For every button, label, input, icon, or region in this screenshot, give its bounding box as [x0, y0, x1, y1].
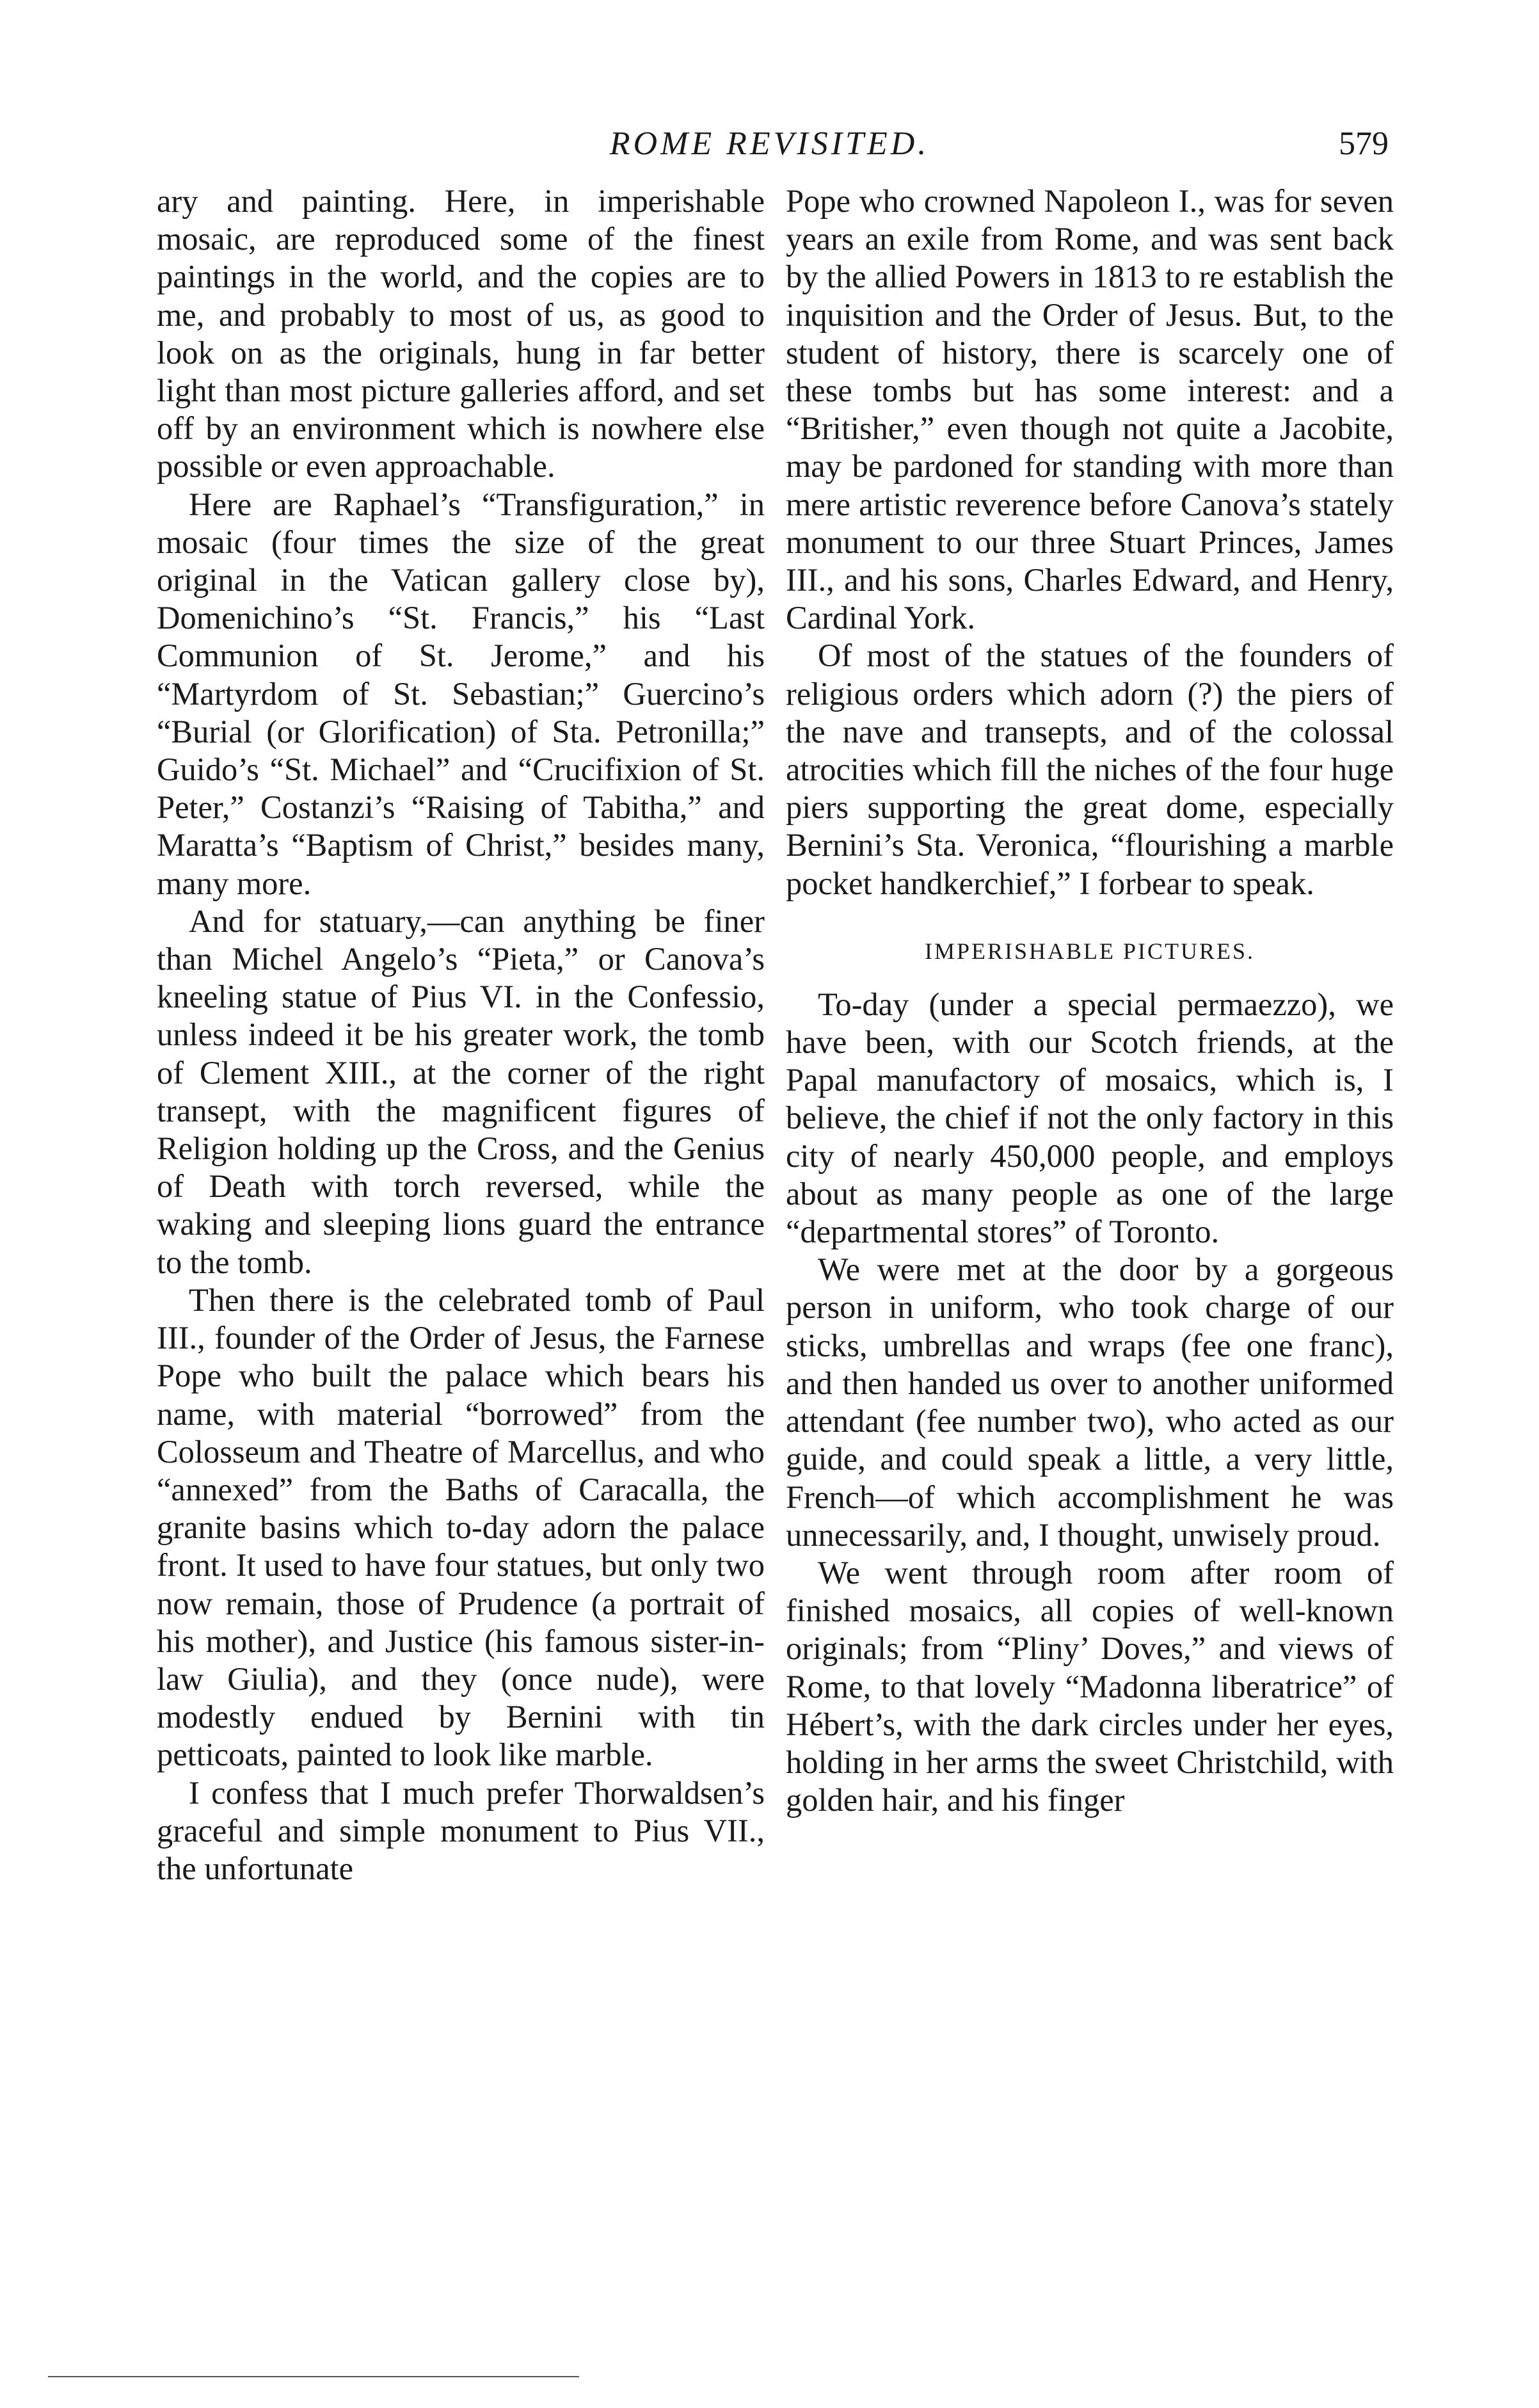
paragraph: Here are Raphael’s “Transfiguration,” in mosaic (four times the size of the great original in the Vatican gallery close by), Domenichino’s “St. Francis,” his “Last Communion of St. Jerome,” and his “Martyrdom of St. Sebastian;” Guercino’s “Burial (or Glorification) of Sta. Petronilla;” Guido’s “St. Michael” and “Crucifixion of St. Peter,” Costanzi’s “Raising of Tabitha,” and Maratta’s “Baptism of Christ,” besides many, many more.: [157, 486, 765, 901]
running-title: ROME REVISITED.: [609, 125, 930, 162]
bottom-rule: [48, 2376, 579, 2377]
paragraph: Pope who crowned Napoleon I., was for seven years an exile from Rome, and was sent back by the allied Powers in 1813 to re establish the inquisition and the Order of Jesus. But, to the student of history, there is scarcely one of these tombs but has some interest: and a “Britisher,” even though not quite a Jacobite, may be pardoned for standing with more than mere artistic reverence before Canova’s stately monument to our three Stuart Princes, James III., and his sons, Charles Edward, and Henry, Cardinal York.: [786, 183, 1394, 636]
section-heading: IMPERISHABLE PICTURES.: [924, 938, 1256, 964]
paragraph: And for statuary,—can anything be finer than Michel Angelo’s “Pieta,” or Canova’s kneeling statue of Pius VI. in the Confessio, unless indeed it be his greater work, the tomb of Clement XIII., at the corner of the right transept, with the magnificent figures of Religion holding up the Cross, and the Genius of Death with torch reversed, while the waking and sleeping lions guard the entrance to the tomb.: [157, 903, 765, 1280]
paragraph: We were met at the door by a gorgeous person in uniform, who took charge of our sticks, umbrellas and wraps (fee one franc), and then handed us over to another uniformed attendant (fee number two), who acted as our guide, and could speak a little, a very little, French—of which accomplishment he was unnecessarily, and, I thought, unwisely proud.: [786, 1251, 1394, 1553]
page-number: 579: [1339, 125, 1389, 162]
right-column: [786, 182, 1394, 1819]
paragraph: To-day (under a special permaezzo), we have been, with our Scotch friends, at the Papal manufactory of mosaics, which is, I believe, the chief if not the only factory in this city of nearly 450,000 people, and employs about as many people as one of the large “departmental stores” of Toronto.: [786, 986, 1394, 1250]
paragraph: I confess that I much prefer Thorwaldsen’s graceful and simple monument to Pius VII., the unfortunate: [157, 1774, 765, 1886]
paragraph: We went through room after room of finished mosaics, all copies of well-known originals; from “Pliny’ Doves,” and views of Rome, to that lovely “Madonna liberatrice” of Hébert’s, with the dark circles under her eyes, holding in her arms the sweet Christchild, with golden hair, and his finger: [786, 1554, 1394, 1818]
left-column: [157, 182, 765, 1888]
paragraph: Then there is the celebrated tomb of Paul III., founder of the Order of Jesus, the Farnese Pope who built the palace which bears his name, with material “borrowed” from the Colosseum and Theatre of Marcellus, and who “annexed” from the Baths of Caracalla, the granite basins which to-day adorn the palace front. It used to have four statues, but only two now remain, those of Prudence (a portrait of his mother), and Justice (his famous sister-in-law Giulia), and they (once nude), were modestly endued by Bernini with tin petticoats, painted to look like marble.: [157, 1281, 765, 1773]
paragraph: Of most of the statues of the founders of religious orders which adorn (?) the piers of the nave and transepts, and of the colossal atrocities which fill the niches of the four huge piers supporting the great dome, especially Bernini’s Sta. Veronica, “flourishing a marble pocket handkerchief,” I forbear to speak.: [786, 638, 1394, 901]
paragraph: ary and painting. Here, in imperishable mosaic, are reproduced some of the finest paintings in the world, and the copies are to me, and probably to most of us, as good to look on as the originals, hung in far better light than most picture galleries afford, and set off by an environment which is nowhere else possible or even approachable.: [157, 183, 765, 485]
